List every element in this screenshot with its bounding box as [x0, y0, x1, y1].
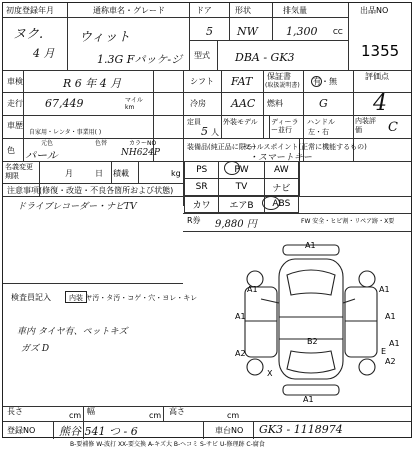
displacement-label: 排気量: [283, 6, 307, 15]
equipment-leather: カワ: [185, 196, 219, 213]
equipment-abs: ABS: [264, 196, 298, 213]
inspector-options: 内装 ヤ汚・タ汚・コゲ・穴・ヨレ・キレ: [69, 294, 198, 302]
height-label: 高さ: [169, 407, 185, 416]
rating-label: 評価点: [365, 72, 389, 81]
equipment-airbag: エアB: [219, 196, 264, 213]
name-change-label: 名義変更期限: [5, 163, 33, 180]
equipment-tv: TV: [219, 179, 264, 196]
reg-year-hw: ヌク.: [13, 27, 44, 42]
reg-year-label: 初度登録年月: [6, 6, 54, 15]
sales-point-label: セールスポイント(正常に機能するもの): [243, 143, 367, 151]
auction-sheet: [2, 2, 412, 438]
inspector-label: 検査員記入: [11, 293, 51, 302]
load-label: 積載: [113, 169, 129, 178]
aircon-label: 冷房: [190, 99, 206, 108]
fuel-hw: G: [319, 97, 328, 110]
abs-circle: [262, 196, 280, 210]
reg-month-hw: 4 月: [33, 47, 55, 60]
load-unit: kg: [171, 169, 181, 178]
reg-no-label: 登録NO: [7, 426, 36, 435]
guarantee-circle: [311, 76, 322, 87]
damage-mark-front: A1: [305, 241, 316, 250]
inspector-note-2: ガズ D: [21, 344, 50, 354]
car-diagram: [231, 239, 391, 407]
shape-label: 形状: [235, 6, 251, 15]
notes-hw: ドライブレコーダー・ナビTV: [17, 202, 137, 212]
equipment-sr: SR: [185, 179, 219, 196]
equipment-grid: [184, 161, 299, 213]
equipment-aw: AW: [264, 162, 298, 179]
equipment-ps: PS: [185, 162, 219, 179]
damage-mark-left-rear-door: A2: [235, 349, 246, 358]
model-code-hw: DBA - GK3: [235, 51, 295, 64]
damage-mark-x: X: [267, 369, 273, 378]
legend: B-要補修 W-波打 XX-要交換 A-キズ大 B-ヘコミ S-サビ U-修理跡 C-腐食: [70, 441, 265, 448]
history-options: 自家用・レンタ・事業用( ): [29, 129, 102, 136]
recycle-value-hw: 9,880 円: [215, 219, 257, 230]
door-label: ドア: [196, 6, 212, 15]
chassis-hw: GK3 - 1118974: [259, 423, 343, 436]
dealer-label: ディーラー並行: [271, 118, 299, 134]
car-name-grade-label: 通称車名・グレード: [93, 6, 165, 15]
displacement-hw: 1,300: [286, 25, 318, 38]
capacity-unit: 人: [211, 128, 219, 137]
damage-mark-right-rear: A1: [389, 339, 400, 348]
notes-label: 注意事項(修復・改造・不良各箇所および状態): [7, 186, 174, 195]
length-label: 長さ: [7, 407, 23, 416]
door-count-hw: 5: [206, 25, 213, 38]
width-label: 幅: [87, 407, 95, 416]
capacity-hw: 5: [201, 125, 208, 138]
inspection-label: 車検: [7, 77, 23, 86]
width-unit: cm: [149, 411, 162, 420]
pw-circle: [224, 161, 240, 175]
interior-rating-hw: C: [388, 120, 398, 135]
color-label: 色: [7, 146, 15, 155]
mileage-label: 走行: [7, 99, 23, 108]
shape-hw: NW: [237, 25, 258, 38]
damage-mark-roof: B2: [307, 337, 318, 346]
color-change-label: 色替: [95, 140, 108, 147]
damage-mark-e: E: [381, 347, 387, 356]
grade-hw: 1.3G Fパッケ-ジ: [97, 53, 183, 66]
damage-mark-left-door: A1: [235, 312, 246, 321]
model-label: 型式: [194, 51, 210, 60]
guarantee-value: 有・無: [313, 77, 337, 86]
damage-mark-right-door: A1: [385, 312, 396, 321]
shift-label: シフト: [190, 77, 214, 86]
aircon-hw: AAC: [231, 97, 256, 110]
length-unit: cm: [69, 411, 82, 420]
history-label: 車歴: [7, 121, 23, 130]
fuel-label: 燃料: [267, 99, 283, 108]
sales-point-hw: ・スマートキー: [249, 153, 312, 163]
equipment-label: 装備品(純正品に限る): [187, 143, 256, 151]
rating-hw: 4: [373, 91, 387, 116]
handle-value: 左・右: [308, 128, 329, 136]
lot-number: 1355: [361, 42, 400, 60]
damage-mark-left-front: A1: [247, 285, 258, 294]
fw-row: FW 安全・ヒビ割・リペア跡・X要: [301, 218, 395, 225]
guarantee-label: 保証書: [267, 72, 291, 81]
color-orig-label: 元色: [41, 140, 54, 147]
damage-mark-right-front: A1: [379, 285, 390, 294]
color-hw: パール: [25, 149, 58, 162]
color-no-label: カラーNO: [129, 140, 157, 147]
mileage-unit: マイル km: [125, 97, 143, 111]
name-change-month: 月: [65, 169, 73, 178]
cc-unit: CC: [333, 28, 343, 36]
interior-rating-label: 内装評価: [355, 117, 376, 134]
chassis-label: 車台NO: [215, 426, 244, 435]
equipment-pw: PW: [219, 162, 264, 179]
height-unit: cm: [227, 411, 240, 420]
color-code-hw: NH624P: [121, 148, 160, 158]
equipment-navi: ナビ: [264, 179, 298, 196]
reg-no-hw: 熊谷 541 つ - 6: [59, 425, 138, 438]
lot-no-label: 出品NO: [360, 6, 389, 15]
exterior-model-label: 外装モデル: [223, 118, 258, 126]
recycle-label: R券: [187, 216, 201, 225]
handle-label: ハンドル: [307, 118, 335, 126]
car-name-hw: ウィット: [79, 30, 131, 45]
inspection-date-hw: R 6 年 4 月: [63, 77, 122, 90]
name-change-day: 日: [95, 169, 103, 178]
inspector-note-1: 車内 タイヤ有、ペットキズ: [17, 327, 128, 337]
damage-mark-rear: A1: [303, 395, 314, 404]
shift-hw: FAT: [231, 75, 253, 88]
guarantee-sub-label: (取扱説明書): [265, 82, 300, 89]
capacity-label: 定員: [187, 118, 201, 126]
damage-mark-right-qtr: A2: [385, 357, 396, 366]
mileage-hw: 67,449: [45, 97, 84, 110]
interior-box: [65, 291, 87, 303]
